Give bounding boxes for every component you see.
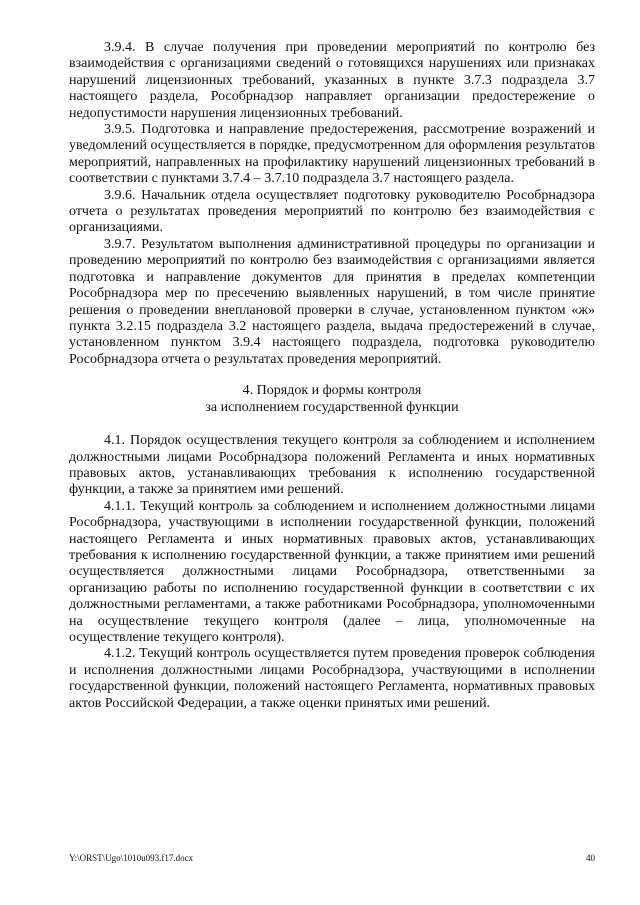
paragraph-4-1-2: 4.1.2. Текущий контроль осуществляется путем проведения проверок соблюдения и исполнения должностными лицами Рособрнадзора, участвующими в исполнении государственной функции, положений настоящего Регламента, нормативных правовых актов Российской Федерации, а также оценки принятых ими решений. [69, 646, 595, 711]
paragraph-3-9-4: 3.9.4. В случае получения при проведении мероприятий по контролю без взаимодействия с организациями сведений о готовящихся нарушениях или признаках нарушений лицензионных требований, указанных в пункте 3.7.3 подраздела 3.7 настоящего раздела, Рособрнадзор направляет организации предостережение о недопустимости нарушения лицензионных требований. [69, 40, 595, 121]
paragraph-3-9-7: 3.9.7. Результатом выполнения административной процедуры по организации и проведению мероприятий по контролю без взаимодействия с организациями является подготовка и направление документов для принятия в пределах компетенции Рособрнадзора мер по пресечению выявленных нарушений, в том числе принятие решения о проведении внеплановой проверки в случае, установленном пунктом «ж» пункта 3.2.15 подраздела 3.2 настоящего раздела, выдача предостережений в случае, установленном пунктом 3.9.4 настоящего подраздела, подготовка руководителю Рособрнадзора отчета о результатах проведения мероприятий. [69, 236, 595, 367]
footer-page-number: 40 [586, 853, 595, 863]
section-heading-line-2: за исполнением государственной функции [205, 400, 459, 416]
section-heading-line-1: 4. Порядок и формы контроля [242, 383, 422, 399]
page-footer [69, 853, 595, 864]
footer-file-path: Y:\ORST\Ugo\1010u093.f17.docx [69, 853, 194, 863]
paragraph-4-1-1: 4.1.1. Текущий контроль за соблюдением и исполнением должностными лицами Рособрнадзора, участвующими в исполнении государственной функции, положений настоящего Регламента и иных нормативных правовых актов, устанавливающих требования к исполнению государственной функции, а также принятием ими решений осуществляется должностными лицами Рособрнадзора, ответственными за организацию работы по исполнению государственной функции в соответствии с их должностными регламентами, а также работниками Рособрнадзора, уполномоченными на осуществление текущего контроля (далее – лица, уполномоченные на осуществление текущего контроля). [69, 498, 595, 645]
paragraph-4-1: 4.1. Порядок осуществления текущего контроля за соблюдением и исполнением должностными лицами Рособрнадзора положений Регламента и иных нормативных правовых актов, устанавливающих требования к исполнению государственной функции, а также за принятием ими решений. [69, 433, 595, 498]
paragraph-3-9-5: 3.9.5. Подготовка и направление предостережения, рассмотрение возражений и уведомлений осуществляется в порядке, предусмотренном для оформления результатов мероприятий, направленных на профилактику нарушений лицензионных требований в соответствии с пунктами 3.7.4 – 3.7.10 подраздела 3.7 настоящего раздела. [69, 122, 595, 187]
section-heading [69, 382, 595, 416]
paragraph-3-9-6: 3.9.6. Начальник отдела осуществляет подготовку руководителю Рособрнадзора отчета о результатах проведения мероприятий по контролю без взаимодействия с организациями. [69, 187, 595, 236]
document-page [69, 40, 595, 712]
